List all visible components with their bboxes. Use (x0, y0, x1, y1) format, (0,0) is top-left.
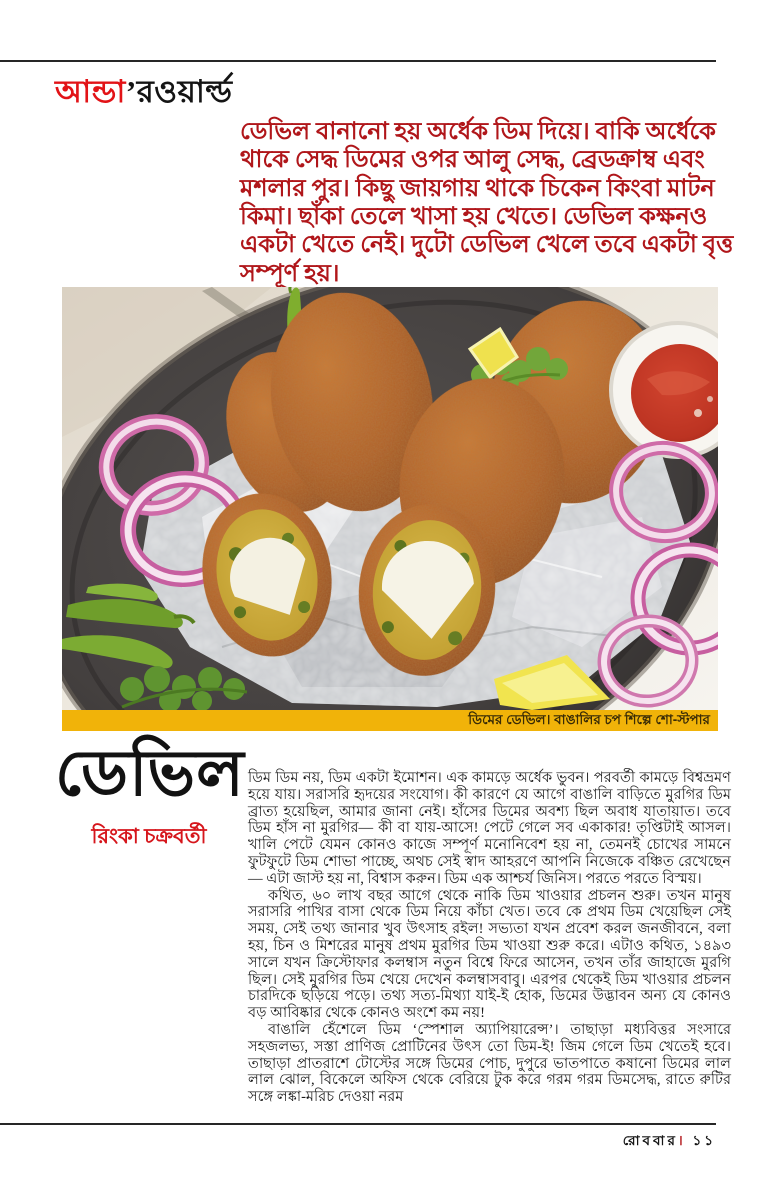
photo-caption: ডিমের ডেভিল। বাঙালির চপ শিল্পে শো-স্টপার (62, 710, 718, 731)
article-photo (62, 287, 718, 731)
masthead-black-part: ’রওয়ার্ল্ড (125, 74, 233, 109)
masthead-red-part: আন্ডা (55, 74, 126, 109)
folio-separator: । (677, 1133, 686, 1148)
publication-name: রোববার (622, 1133, 678, 1148)
page-folio (623, 1130, 716, 1153)
section-masthead (55, 68, 233, 120)
body-paragraph: বাঙালি হেঁশেলে ডিম ‘স্পেশাল অ্যাপিয়ারেন্স’। তাছাড়া মধ্যবিত্তর সংসারে সহজলভ্য, সস্তা প্রাণিজ প্রোটিনের উৎস তো ডিম-ই! জিম গেলে ডিম খেতেই হবে। তাছাড়া প্রাতরাশে টোস্টের সঙ্গে ডিমের পোচ, দুপুরে ভাতপাতে কষানো ডিমের লাল লাল ঝোল, বিকেলে অফিস থেকে বেরিয়ে টুক করে গরম গরম ডিমসেদ্ধ, রাতে রুটির সঙ্গে লঙ্কা-মরিচ দেওয়া নরম (248, 1021, 731, 1106)
body-paragraph: ডিম ডিম নয়, ডিম একটা ইমোশন। এক কামড়ে অর্ধেক ভুবন। পরবর্তী কামড়ে বিশ্বভ্রমণ হয়ে যায়। সরাসরি হৃদয়ের সংযোগ। কী কারণে যে আগে বাঙালি বাড়িতে মুরগির ডিম ব্রাত্য হয়েছিল, আমার জানা নেই। হাঁসের ডিমের অবশ্য ছিল অবাধ যাতায়াত। তবে ডিম হাঁস না মুরগির— কী বা যায়-আসে! পেটে গেলে সব একাকার! তৃপ্তিটাই আসল। খালি পেটে যেমন কোনও কাজে সম্পূর্ণ মনোনিবেশ হয় না, তেমনই চোখের সামনে ফুটফুটে ডিম শোভা পাচ্ছে, অথচ সেই স্বাদ আহরণে আপনি নিজেকে বঞ্চিত রেখেছেন— এটা জাস্ট হয় না, বিশ্বাস করুন। ডিম এক আশ্চর্য জিনিস। পরতে পরতে বিস্ময়। (248, 770, 731, 887)
devil-egg-photo-illustration (62, 287, 718, 710)
body-paragraph: কথিত, ৬০ লাখ বছর আগে থেকে নাকি ডিম খাওয়ার প্রচলন শুরু। তখন মানুষ সরাসরি পাখির বাসা থেকে ডিম নিয়ে কাঁচা খেত। তবে কে প্রথম ডিম খেয়েছিল সেই সময়, সেই তথ্য জানার খুব উৎসাহ রইল! সভ্যতা যখন প্রবেশ করল জনজীবনে, বলা হয়, চিন ও মিশরের মানুষ প্রথম মুরগির ডিম খাওয়া শুরু করে। এটাও কথিত, ১৪৯৩ সালে যখন ক্রিস্টোফার কলম্বাস নতুন বিশ্বে ফিরে আসেন, তখন তাঁর জাহাজে মুরগি ছিল। সেই মুরগির ডিম খেয়ে দেখেন কলম্বাসবাবু। এরপর থেকেই ডিম খাওয়ার প্রচলন চারদিকে ছড়িয়ে পড়ে। তথ্য সত্য-মিথ্যা যাই-ই হোক, ডিমের উদ্ভাবন অন্য যে কোনও বড় আবিষ্কার থেকে কোনও অংশে কম নয়! (248, 887, 731, 1022)
headline-column (55, 738, 245, 855)
footer-rule (0, 1123, 716, 1125)
intro-standfirst: ডেভিল বানানো হয় অর্ধেক ডিম দিয়ে। বাকি অর্ধেকে থাকে সেদ্ধ ডিমের ওপর আলু সেদ্ধ, ব্রেডক্রাম্ব এবং মশলার পুর। কিছু জায়গায় থাকে চিকেন কিংবা মাটন কিমা। ছাঁকা তেলে খাসা হয় খেতে। ডেভিল কক্ষনও একটা খেতে নেই। দুটো ডেভিল খেলে তবে একটা বৃত্ত সম্পূর্ণ হয়। (240, 119, 734, 287)
article-author: রিংকা চক্রবর্তী (91, 824, 207, 848)
article-body (248, 770, 731, 1106)
page-number: ১১ (692, 1133, 716, 1148)
top-rule (0, 60, 716, 62)
article-headline: ডেভিল (55, 738, 245, 809)
